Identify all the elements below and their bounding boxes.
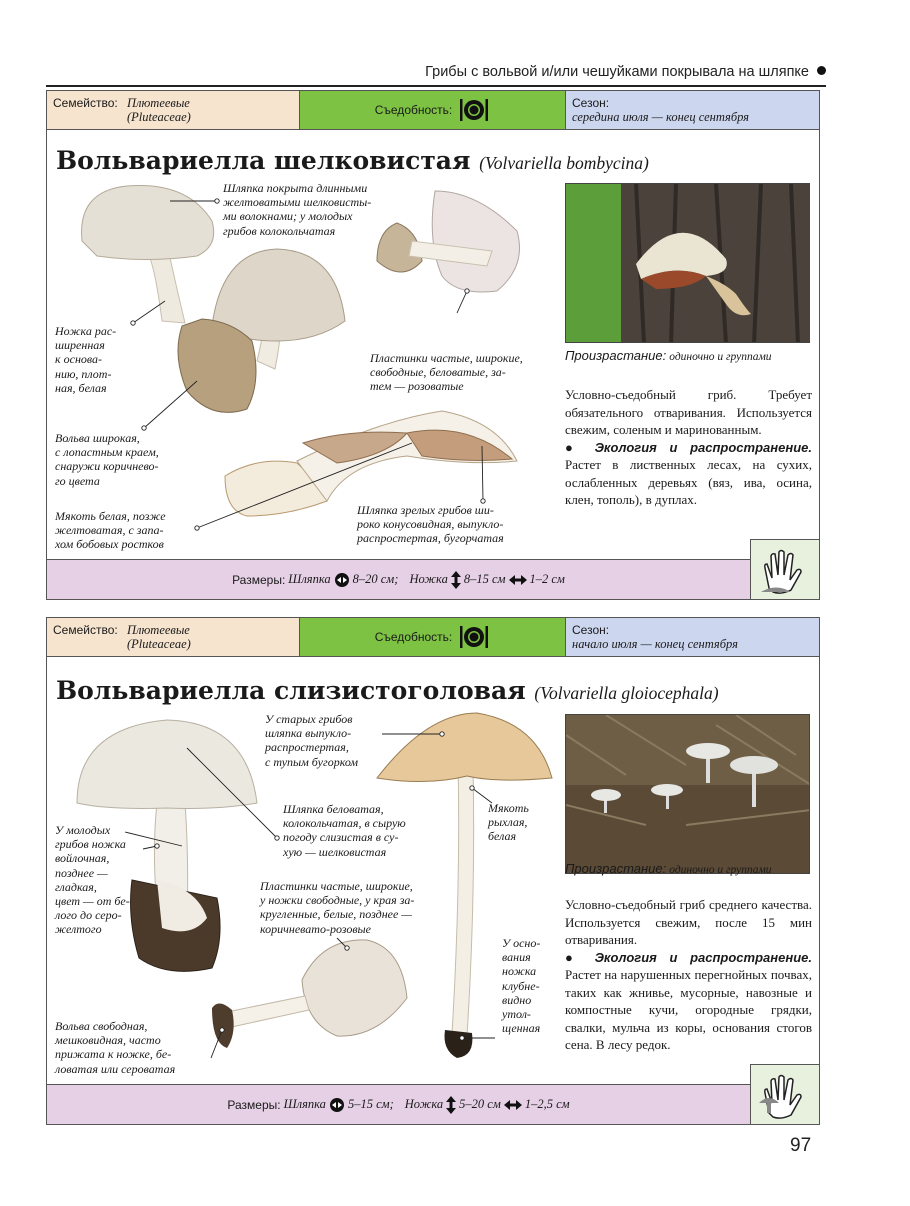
note-cap: Шляпка беловатая, колокольчатая, в сырую погоду слизистая в су- хую — шелковистая <box>283 802 406 859</box>
season-cell <box>566 91 819 129</box>
note-flesh: Мякоть белая, позже желтоватая, с запа- хом бобовых ростков <box>55 509 166 552</box>
page-number: 97 <box>790 1135 812 1156</box>
running-head: Грибы с вольвой и/или чешуйками покрывала на шляпке <box>46 64 826 80</box>
stem-width-icon <box>509 575 527 585</box>
season-label: Сезон: <box>572 96 610 110</box>
stem-width-icon <box>504 1100 522 1110</box>
name-latin: (Volvariella gloiocephala) <box>534 683 719 703</box>
edibility-label: Съедобность: <box>374 103 453 117</box>
species-title <box>56 146 649 175</box>
info-bar <box>47 618 819 657</box>
name-latin: (Volvariella bombycina) <box>479 153 649 173</box>
note-young-stem: У молодых грибов ножка войлочная, позднее — гладкая, цвет — от бе- лого до серо- желтого <box>55 823 130 937</box>
ecology-text: Растет на нарушенных перегнойных почвах, таких как жнивье, мусорные, навозные и компостные кучи, огородные грядки, свалки, мульча из коры, основания стогов сена. В лесу редок. <box>565 967 812 1052</box>
stem-height-icon <box>446 1096 456 1114</box>
family-label: Семейство: <box>53 96 118 110</box>
plate-fork-knife-icon <box>458 624 490 650</box>
bullet-icon <box>817 66 826 75</box>
family-cell <box>47 618 300 656</box>
season-value: начало июля — конец сентября <box>572 637 738 651</box>
header-rule <box>46 85 826 87</box>
family-ru: Плютеевые <box>127 96 190 110</box>
note-mature-cap: Шляпка зрелых грибов ши- роко конусовидная, выпукло- распростертая, бугорчатая <box>357 503 504 546</box>
season-label: Сезон: <box>572 623 610 637</box>
ecology-heading: ● Экология и распространение. <box>565 439 812 455</box>
family-lat: (Pluteaceae) <box>127 110 191 124</box>
growth-line: Произрастание: одиночно и группами <box>565 861 772 876</box>
cap-diameter-icon <box>329 1097 345 1113</box>
growth-line: Произрастание: одиночно и группами <box>565 348 772 363</box>
description: Условно-съедобный гриб. Требует обязательного отваривания. Используется свежим, соленым и маринованным. ● Экология и распространение. Растет в лиственных лесах, на сухих, ослабленных деревьях (вяз, ива, осина, клен, тополь), в дуплах. <box>565 387 812 507</box>
edibility-label: Съедобность: <box>374 630 453 644</box>
stem-height-icon <box>451 571 461 589</box>
family-lat: (Pluteaceae) <box>127 637 191 651</box>
edibility-cell <box>300 91 566 129</box>
name-ru: Вольвариелла шелковистая <box>56 146 471 175</box>
habitat-photo <box>565 183 810 343</box>
name-ru: Вольвариелла слизистоголовая <box>56 676 526 705</box>
note-cap: Шляпка покрыта длинными желтоватыми шелковисты- ми волокнами; у молодых грибов колокольчатая <box>223 181 372 238</box>
ecology-heading: ● Экология и распространение. <box>565 949 812 965</box>
plate-fork-knife-icon <box>458 97 490 123</box>
note-flesh: Мякоть рыхлая, белая <box>488 801 529 844</box>
size-bar: Размеры: Шляпка 5–15 см; Ножка 5–20 см 1–2,5 см <box>47 1084 750 1124</box>
hand-with-mushroom-icon <box>750 539 819 599</box>
species-title <box>56 676 719 705</box>
note-gills: Пластинки частые, широкие, у ножки свободные, у края за- кругленные, белые, позднее — коричневато-розовые <box>260 879 415 936</box>
habitat-photo <box>565 714 810 874</box>
note-volva: Вольва свободная, мешковидная, часто прижата к ножке, бе- ловатая или сероватая <box>55 1019 176 1076</box>
species-card-bombycina <box>46 90 820 600</box>
hand-with-mushroom-icon <box>750 1064 819 1124</box>
note-volva: Вольва широкая, с лопастным краем, снаружи коричнево- го цвета <box>55 431 159 488</box>
note-old-cap: У старых грибов шляпка выпукло- распростертая, с тупым бугорком <box>265 712 359 769</box>
season-value: середина июля — конец сентября <box>572 110 749 124</box>
season-cell <box>566 618 819 656</box>
family-ru: Плютеевые <box>127 623 190 637</box>
family-label: Семейство: <box>53 623 118 637</box>
species-card-gloiocephala <box>46 617 820 1125</box>
family-cell <box>47 91 300 129</box>
edibility-cell <box>300 618 566 656</box>
size-bar: Размеры: Шляпка 8–20 см; Ножка 8–15 см 1–2 см <box>47 559 750 599</box>
ecology-text: Растет в лиственных лесах, на сухих, ослабленных деревьях (вяз, ива, осина, клен, тополь), в дуплах. <box>565 457 812 507</box>
note-stem: Ножка рас- ширенная к основа- нию, плот- ная, белая <box>55 324 117 395</box>
note-base: У осно- вания ножка клубне- видно утол- щенная <box>502 936 541 1036</box>
cap-diameter-icon <box>334 572 350 588</box>
note-gills: Пластинки частые, широкие, свободные, беловатые, за- тем — розоватые <box>370 351 523 394</box>
description: Условно-съедобный гриб среднего качества. Используется свежим, после 15 мин отваривания. ● Экология и распространение. Растет на нарушенных перегнойных почвах, таких как жнивье, мусорные, навозные и компостные кучи, огородные грядки, свалки, мульча из коры, основания стогов сена. В лесу редок. <box>565 897 812 1052</box>
info-bar <box>47 91 819 130</box>
